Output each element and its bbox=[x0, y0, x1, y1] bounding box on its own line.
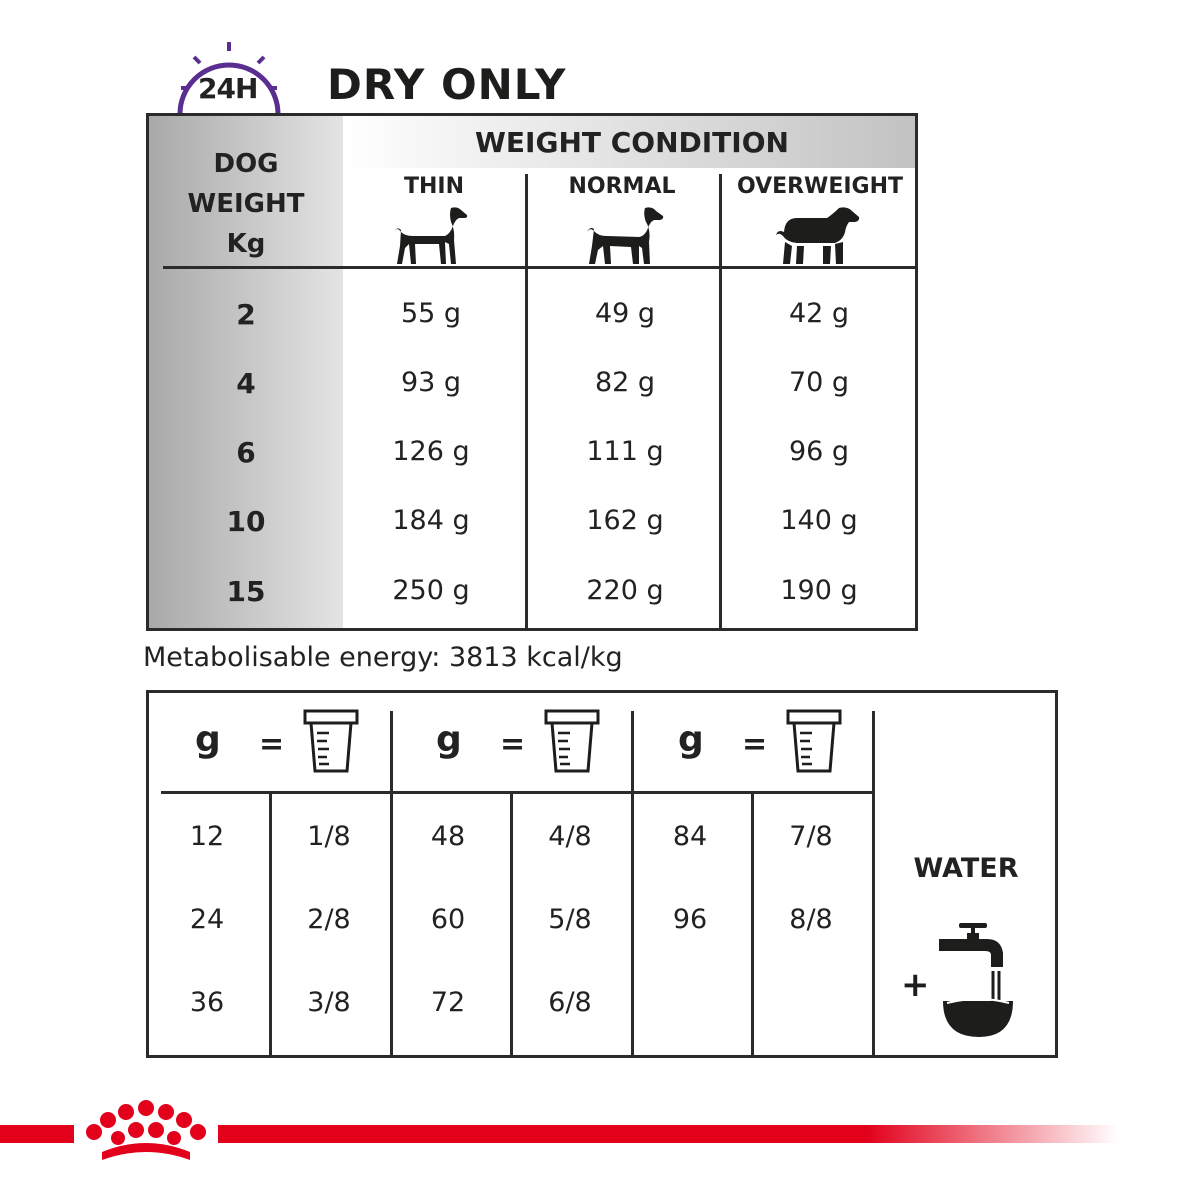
overweight-cell: 190 g bbox=[780, 575, 858, 606]
cup-value: 7/8 bbox=[789, 821, 833, 852]
column-header-normal: NORMAL bbox=[568, 174, 676, 199]
grams-symbol: g bbox=[678, 719, 704, 760]
thin-cell: 55 g bbox=[400, 298, 462, 329]
column-divider bbox=[510, 793, 513, 1058]
column-divider bbox=[719, 174, 722, 631]
brand-stripe-left bbox=[0, 1125, 74, 1143]
grams-value: 48 bbox=[430, 821, 466, 852]
group-divider bbox=[872, 711, 875, 1058]
dog-thin-icon bbox=[393, 206, 469, 266]
metabolisable-energy-text: Metabolisable energy: 3813 kcal/kg bbox=[143, 642, 623, 673]
normal-cell: 49 g bbox=[594, 298, 656, 329]
equals-symbol: = bbox=[500, 727, 526, 762]
weight-cell: 4 bbox=[236, 367, 256, 400]
measuring-cup-icon bbox=[544, 709, 600, 775]
normal-cell: 162 g bbox=[586, 505, 664, 536]
cup-value: 4/8 bbox=[548, 821, 592, 852]
grams-value: 96 bbox=[672, 904, 708, 935]
dog-overweight-icon bbox=[775, 206, 861, 266]
equals-symbol: = bbox=[742, 727, 768, 762]
grams-symbol: g bbox=[195, 719, 221, 760]
overweight-cell: 70 g bbox=[788, 367, 850, 398]
dog-weight-label-line: DOG bbox=[213, 149, 279, 179]
grams-symbol: g bbox=[436, 719, 462, 760]
thin-cell: 126 g bbox=[392, 436, 470, 467]
feeding-table bbox=[146, 113, 918, 631]
column-divider bbox=[269, 793, 272, 1058]
overweight-cell: 42 g bbox=[788, 298, 850, 329]
dog-weight-label-line: WEIGHT bbox=[187, 189, 305, 219]
weight-cell: 6 bbox=[236, 436, 256, 469]
equals-symbol: = bbox=[259, 727, 285, 762]
weight-cell: 15 bbox=[226, 575, 266, 608]
normal-cell: 82 g bbox=[594, 367, 656, 398]
column-divider bbox=[751, 793, 754, 1058]
plus-sign: + bbox=[901, 965, 930, 1005]
group-divider bbox=[631, 711, 634, 1058]
dog-normal-icon bbox=[585, 206, 665, 266]
royal-canin-crown-icon bbox=[82, 1098, 210, 1172]
brand-stripe-right bbox=[218, 1125, 1118, 1143]
header-divider bbox=[161, 791, 873, 794]
grams-value: 24 bbox=[189, 904, 225, 935]
thin-cell: 93 g bbox=[400, 367, 462, 398]
weight-cell: 10 bbox=[226, 505, 266, 538]
water-label: WATER bbox=[913, 853, 1019, 884]
cup-conversion-table bbox=[146, 690, 1058, 1058]
grams-value: 72 bbox=[430, 987, 466, 1018]
cup-value: 2/8 bbox=[307, 904, 351, 935]
normal-cell: 220 g bbox=[586, 575, 664, 606]
cup-value: 8/8 bbox=[789, 904, 833, 935]
page-title: DRY ONLY bbox=[327, 60, 567, 109]
cup-value: 6/8 bbox=[548, 987, 592, 1018]
column-divider bbox=[525, 174, 528, 631]
dog-weight-label bbox=[149, 144, 343, 264]
measuring-cup-icon bbox=[303, 709, 359, 775]
weight-cell: 2 bbox=[236, 298, 256, 331]
grams-value: 60 bbox=[430, 904, 466, 935]
grams-value: 12 bbox=[189, 821, 225, 852]
weight-condition-title: WEIGHT CONDITION bbox=[475, 126, 789, 159]
tap-bowl-icon bbox=[929, 921, 1019, 1043]
header-divider bbox=[163, 266, 918, 269]
column-header-overweight: OVERWEIGHT bbox=[736, 174, 904, 199]
clock-label: 24H bbox=[198, 72, 258, 105]
measuring-cup-icon bbox=[786, 709, 842, 775]
grams-value: 36 bbox=[189, 987, 225, 1018]
thin-cell: 250 g bbox=[392, 575, 470, 606]
cup-value: 1/8 bbox=[307, 821, 351, 852]
overweight-cell: 96 g bbox=[788, 436, 850, 467]
cup-value: 5/8 bbox=[548, 904, 592, 935]
overweight-cell: 140 g bbox=[780, 505, 858, 536]
thin-cell: 184 g bbox=[392, 505, 470, 536]
normal-cell: 111 g bbox=[586, 436, 664, 467]
grams-value: 84 bbox=[672, 821, 708, 852]
cup-value: 3/8 bbox=[307, 987, 351, 1018]
dog-weight-label-line: Kg bbox=[226, 229, 266, 259]
column-header-thin: THIN bbox=[403, 174, 465, 199]
group-divider bbox=[390, 711, 393, 1058]
